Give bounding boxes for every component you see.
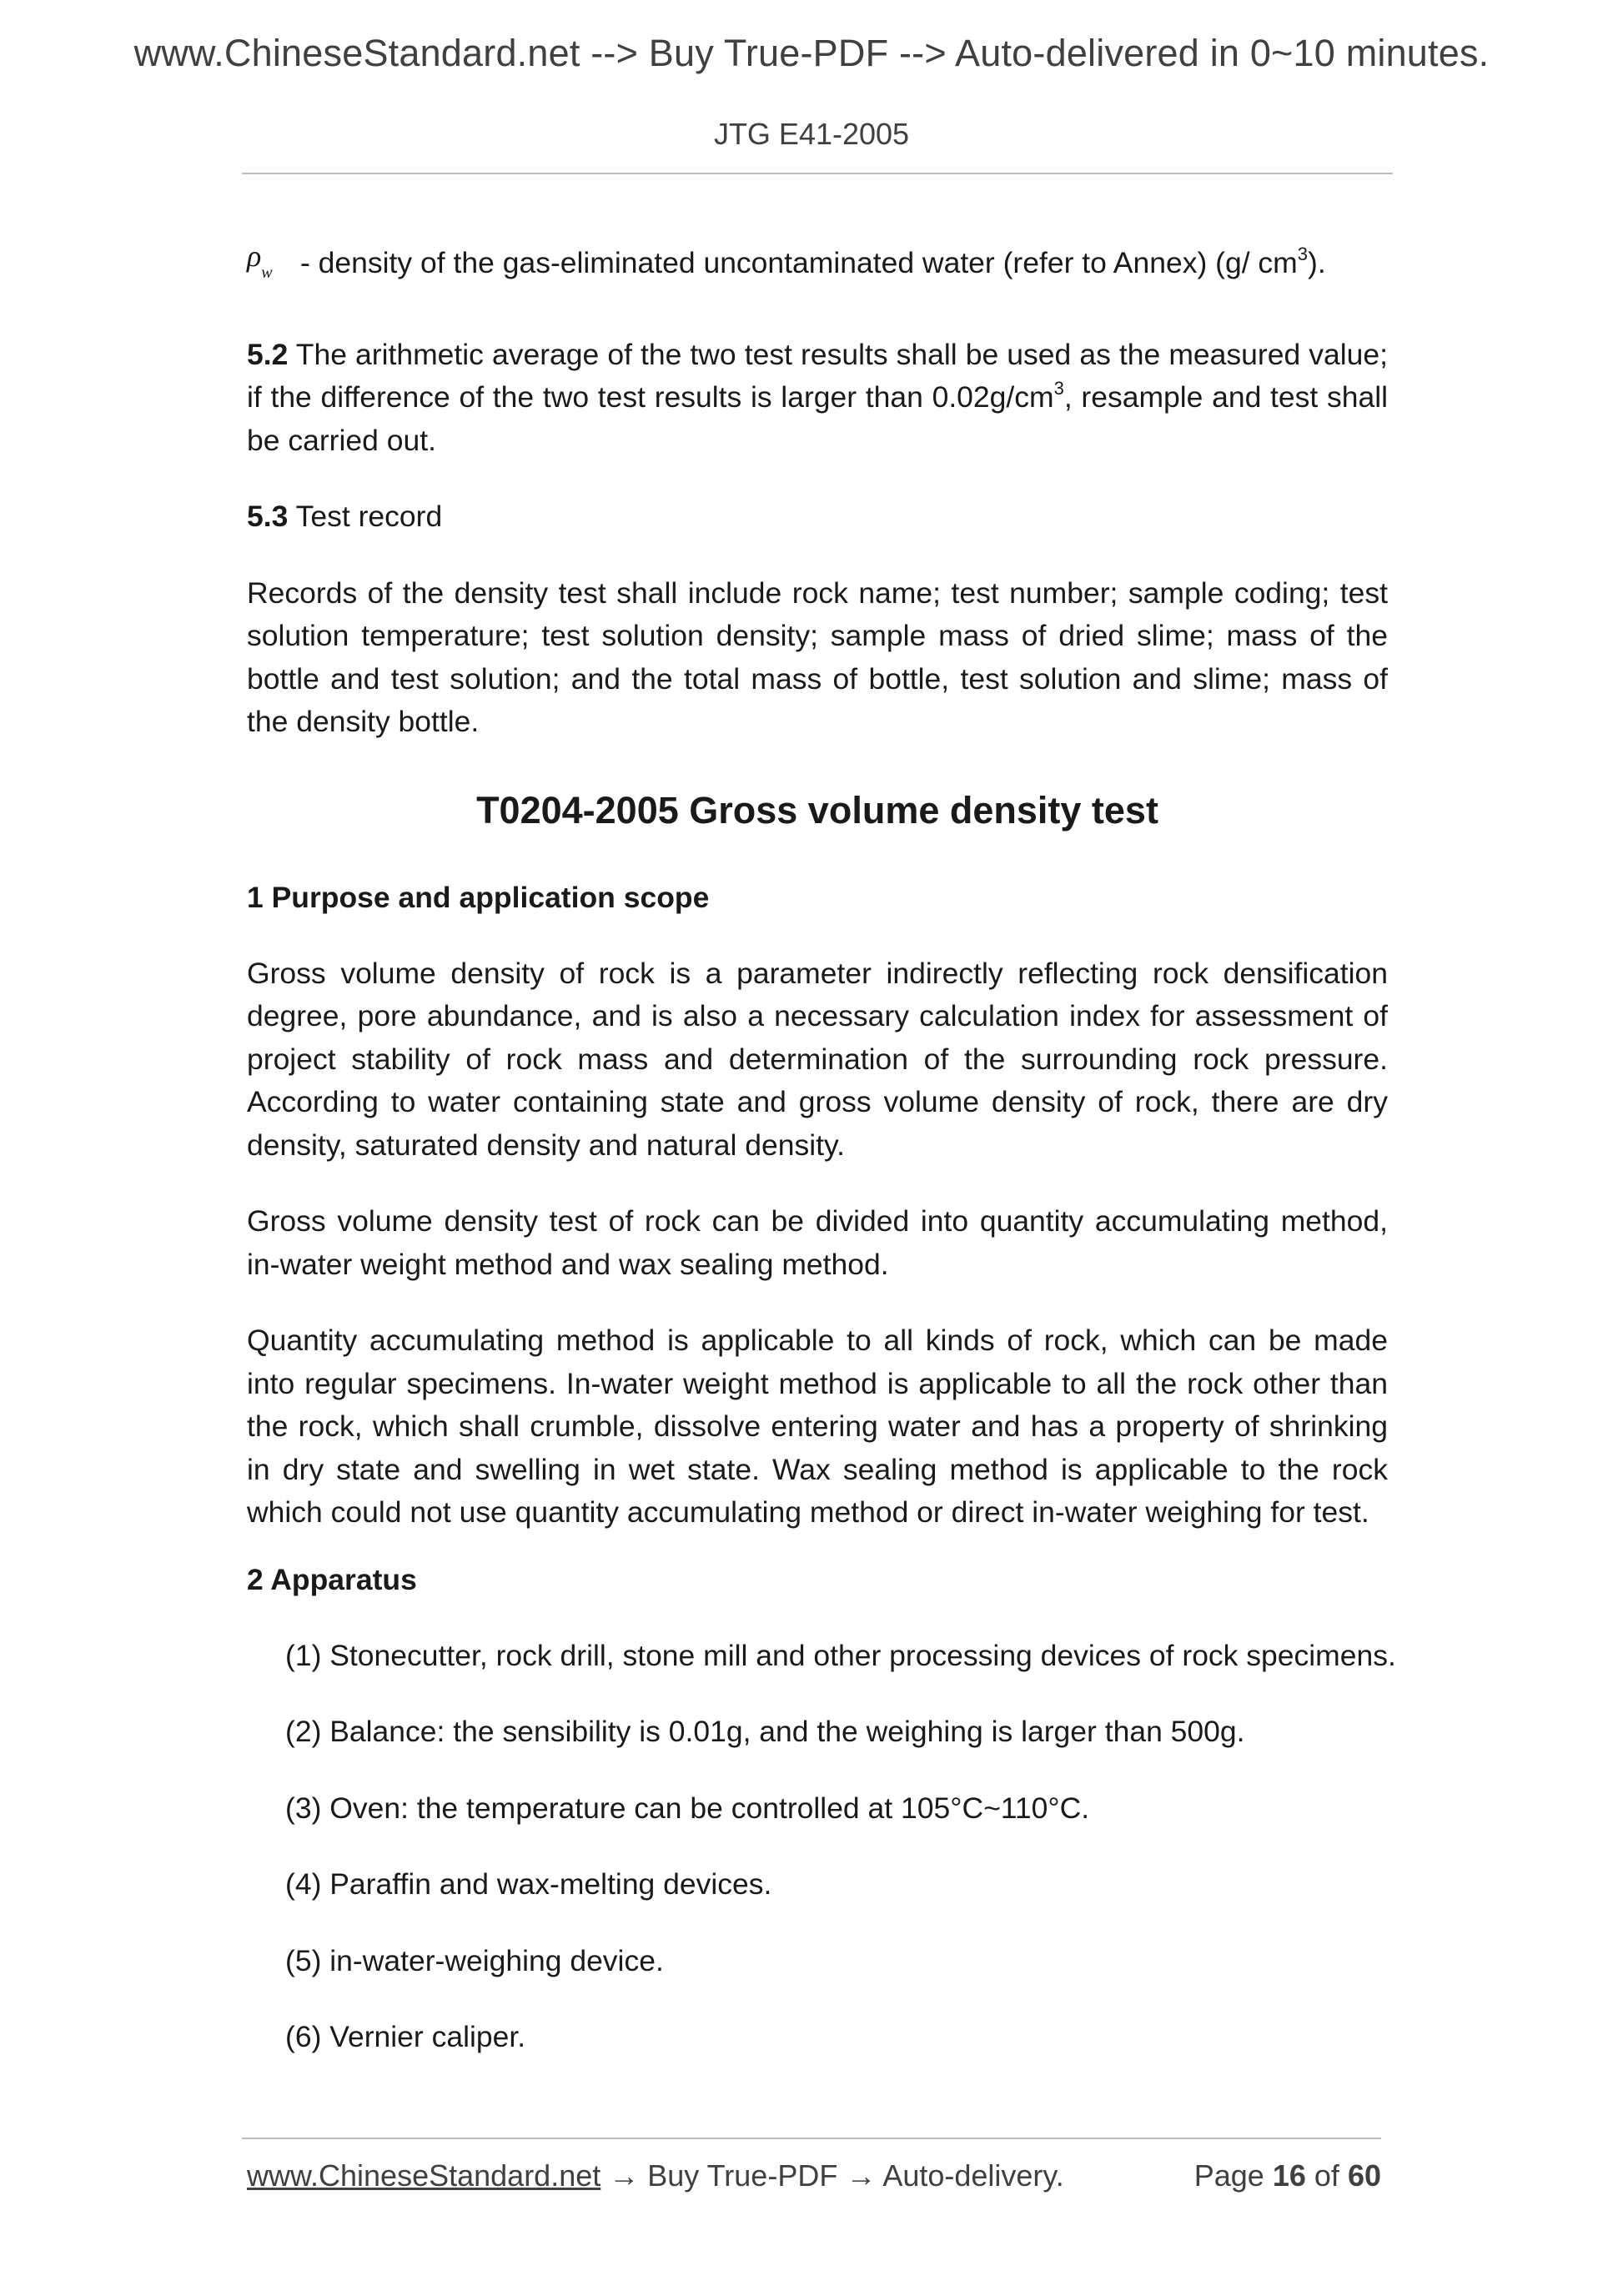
page-footer <box>247 2158 1381 2193</box>
clause-text: The arithmetic average of the two test results shall be used as the measured value; if the difference of the two test results is larger than 0.02g/cm <box>247 337 1388 414</box>
apparatus-item: (4) Paraffin and wax-melting devices. <box>285 1867 772 1902</box>
apparatus-heading: 2 Apparatus <box>247 1562 417 1596</box>
purpose-paragraph: Gross volume density of rock is a parameter indirectly reflecting rock densification degree, pore abundance, and is also a necessary calculation index for assessment of project stability of rock mass and determination of the surrounding rock pressure. According to water containing state and gross volume density of rock, there are dry density, saturated density and natural density. <box>247 956 1388 1162</box>
apparatus-item: (6) Vernier caliper. <box>285 2020 526 2054</box>
rho-subscript: w <box>261 264 273 283</box>
standard-code: JTG E41-2005 <box>713 117 910 151</box>
site-banner: www.ChineseStandard.net --> Buy True-PDF --> Auto-delivered in 0~10 minutes. <box>133 32 1490 74</box>
apparatus-item: (3) Oven: the temperature can be controlled at 105°C~110°C. <box>285 1791 1090 1825</box>
footer-left <box>247 2158 1064 2193</box>
document-body <box>247 239 1396 2093</box>
page-total: 60 <box>1347 2158 1381 2193</box>
apparatus-item: (5) in-water-weighing device. <box>285 1943 664 1977</box>
page-number <box>1194 2158 1381 2193</box>
symbol-text-end: ). <box>1308 246 1326 279</box>
clause-5-3 <box>247 495 1388 539</box>
page-of: of <box>1314 2158 1339 2193</box>
purpose-paragraph: Gross volume density test of rock can be divided into quantity accumulating method, in-water weight method and wax sealing method. <box>247 1204 1388 1281</box>
clause-5-2 <box>247 334 1388 463</box>
clause-title: Test record <box>295 500 443 534</box>
clause-number: 5.2 <box>247 337 289 371</box>
footer-tagline: → Buy True-PDF → Auto-delivery. <box>600 2158 1064 2193</box>
symbol-text: - density of the gas-eliminated uncontaminated water (refer to Annex) (g/ cm <box>300 246 1298 279</box>
clause-text-end: , resample and test shall be carried out. <box>247 380 1388 457</box>
records-paragraph: Records of the density test shall include rock name; test number; sample coding; test solution temperature; test solution density; sample mass of dried slime; mass of the bottle and test solution; and the total mass of bottle, test solution and slime; mass of the density bottle. <box>247 575 1388 739</box>
apparatus-item: (2) Balance: the sensibility is 0.01g, and the weighing is larger than 500g. <box>285 1715 1245 1749</box>
page-current: 16 <box>1272 2158 1306 2193</box>
apparatus-item: (1) Stonecutter, rock drill, stone mill and other processing devices of rock specimens. <box>285 1638 1396 1672</box>
header-divider <box>242 173 1393 174</box>
rho-w-symbol <box>247 235 300 290</box>
section-title: T0204-2005 Gross volume density test <box>476 788 1158 831</box>
purpose-paragraph: Quantity accumulating method is applicable to all kinds of rock, which can be made into regular specimens. In-water weight method is applicable to all the rock other than the rock, which shall crumble, dissolve entering water and has a property of shrinking in dry state and swelling in wet state. Wax sealing method is applicable to the rock which could not use quantity accumulating method or direct in-water weighing for test. <box>247 1324 1388 1530</box>
clause-number: 5.3 <box>247 500 289 534</box>
page-label: Page <box>1193 2158 1264 2193</box>
footer-divider <box>242 2138 1381 2139</box>
cube-superscript: 3 <box>1297 244 1309 265</box>
site-link[interactable]: www.ChineseStandard.net <box>247 2158 601 2193</box>
symbol-definition-text <box>300 242 1326 285</box>
rho-glyph: ρ <box>247 239 262 273</box>
symbol-definition <box>247 239 1388 297</box>
cube-superscript: 3 <box>1053 378 1064 399</box>
purpose-heading: 1 Purpose and application scope <box>247 880 710 914</box>
